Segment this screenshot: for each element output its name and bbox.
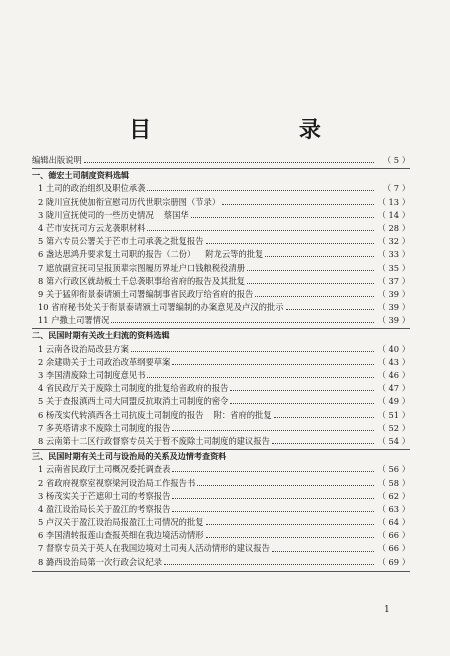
toc-entry[interactable] [32, 262, 410, 275]
toc-entry[interactable] [32, 182, 410, 195]
toc-entry[interactable] [32, 314, 410, 327]
toc-entry[interactable] [32, 435, 410, 448]
toc-entry-title: 8 云南第十二区行政督察专员关于暂不废除土司制度的建议报告 [38, 435, 270, 446]
toc-entry-page: （ 35 ） [377, 262, 410, 273]
toc-entry-title: 6 李国清转报莲山查报英细在我边境活动情形 [38, 530, 204, 541]
toc-entry[interactable] [32, 529, 410, 542]
toc-entry-title: 2 陇川宣抚使加衔宣慰司历代世职宗册图（节录） [38, 196, 221, 207]
toc-entry-page: （ 46 ） [377, 370, 410, 380]
toc-entry-title: 6 盏达思鸿升要求复土司职的报告（二份） [38, 249, 196, 260]
leader-dots [286, 309, 374, 310]
toc-entry-page: （ 66 ） [377, 543, 410, 554]
toc-entry[interactable] [32, 235, 410, 248]
toc-section-heading [32, 449, 410, 463]
section-heading-text: 一、德宏土司制度资料选辑 [32, 170, 130, 181]
toc-entry-title: 4 芒市安抚司方云龙袭职材料 [38, 222, 146, 233]
toc-entry[interactable] [32, 209, 410, 222]
toc-entry-title: 6 杨茂实代转滇西各土司抗废土司制度的报告 [38, 409, 204, 420]
toc-entry[interactable] [32, 503, 410, 516]
toc-entry-page: （ 62 ） [377, 490, 410, 501]
leader-dots [191, 217, 374, 218]
toc-entry-title: 5 第六专员公署关于芒市土司承袭之批复报告 [38, 236, 204, 247]
toc-entry[interactable] [32, 542, 410, 555]
page-number: 1 [384, 605, 390, 615]
toc-entry-page: （ 33 ） [377, 249, 410, 260]
leader-dots [84, 162, 374, 163]
toc-entry-title: 5 卢汉关于盈江设治局报盈江土司情况的批复 [38, 517, 204, 528]
toc-entry[interactable] [32, 356, 410, 369]
toc-entry-title: 5 关于查报滇西土司大同盟反抗取消土司制度的密令 [38, 396, 229, 407]
leader-dots [172, 498, 374, 499]
toc-entry-page: （ 69 ） [377, 556, 410, 567]
toc-entry-page: （ 52 ） [377, 422, 410, 433]
leader-dots [164, 564, 374, 565]
toc-preface[interactable] [32, 154, 410, 167]
toc-entry-title: 1 云南各设治局改县方案 [38, 343, 129, 354]
toc-entry[interactable] [32, 463, 410, 476]
toc-section-heading [32, 168, 410, 182]
leader-dots [111, 322, 374, 323]
toc-entry-title: 7 督察专员关于英人在我国边境对土司夷人活动情形的建议报告 [38, 543, 270, 554]
leader-dots [206, 537, 374, 538]
toc-entry-title: 2 余建勋关于土司政治改革纲要草案 [38, 356, 171, 367]
toc-entry-page: （ 39 ） [377, 288, 410, 299]
leader-dots [247, 283, 374, 284]
toc-entry-title: 1 云南省民政厅土司概况委托调查表 [38, 464, 171, 475]
toc-entry[interactable] [32, 248, 410, 261]
toc-entry-page: （ 54 ） [377, 435, 410, 446]
toc-entry-title: 2 省政府视察室视察梁河设治局工作报告书 [38, 477, 196, 488]
toc-entry-page: （ 63 ） [377, 503, 410, 514]
toc-entry[interactable] [32, 301, 410, 314]
leader-dots [172, 364, 374, 365]
leader-dots [206, 524, 374, 525]
toc-entry-title: 10 省府秘书处关于衔景泰请颁土司署编制的办案意见及卢汉的批示 [38, 302, 284, 313]
toc-entry[interactable] [32, 343, 410, 356]
toc-entry-title: 8 第六行政区就劫板土千总袭职事给省府的报告及其批复 [38, 275, 246, 286]
toc-entry-note: 蔡国华 [163, 209, 189, 220]
toc-entry[interactable] [32, 477, 410, 490]
toc-entry-title: 3 陇川宣抚使司的一些历史情况 [38, 209, 154, 220]
leader-dots [172, 511, 374, 512]
toc-entry-title: 9 关于猛卯衔景泰请颁土司署编制事省民政厅给省府的报告 [38, 288, 254, 299]
toc-entry-title: 11 户撒土司署情况 [38, 315, 110, 326]
leader-dots [230, 390, 374, 391]
toc-entry-page: （ 32 ） [377, 236, 410, 247]
toc-entry-page: （ 43 ） [377, 356, 410, 367]
toc-entry-page: （ 39 ） [377, 315, 410, 326]
toc-entry[interactable] [32, 196, 410, 209]
toc-entry-title: 1 土司的政治组织及职位承袭 [38, 183, 146, 194]
toc-entry-page: （ 7 ） [382, 183, 410, 194]
toc-entry-page: （ 66 ） [377, 530, 410, 541]
toc-entry[interactable] [32, 369, 410, 382]
toc-entry-page: （ 47 ） [377, 383, 410, 394]
leader-dots [147, 230, 374, 231]
leader-dots [222, 204, 374, 205]
leader-dots [255, 296, 374, 297]
toc-entry[interactable] [32, 382, 410, 395]
toc-entry-title: 7 多英塔请求不废除土司制度的报告 [38, 422, 171, 433]
leader-dots [274, 417, 374, 418]
toc-entry[interactable] [32, 422, 410, 435]
toc-entry-note: 附：省府的批复 [213, 409, 272, 420]
toc-entry[interactable] [32, 222, 410, 235]
leader-dots [247, 270, 374, 271]
toc-entry[interactable] [32, 288, 410, 301]
toc-entry[interactable] [32, 490, 410, 503]
divider [32, 571, 410, 572]
leader-dots [147, 377, 374, 378]
leader-dots [172, 471, 374, 472]
section-heading-text: 三、民国时期有关土司与设治局的关系及边情考查资料 [32, 451, 227, 462]
toc-entry-title: 8 潞西设治局第一次行政会议纪录 [38, 556, 163, 567]
toc-section-heading [32, 328, 410, 342]
toc-entry[interactable] [32, 395, 410, 408]
toc-entry[interactable] [32, 409, 410, 422]
leader-dots [206, 243, 374, 244]
toc-entry-page: （ 28 ） [377, 222, 410, 233]
toc-entry-title: 4 省民政厅关于废除土司制度的批复给省政府的报告 [38, 383, 229, 394]
leader-dots [131, 351, 374, 352]
toc-entry-title: 3 李国清废除土司制度意见书 [38, 370, 146, 380]
toc-entry-page: （ 39 ） [377, 302, 410, 313]
toc-entry[interactable] [32, 275, 410, 288]
toc-entry-page: （ 37 ） [377, 275, 410, 286]
toc-entry-page: （ 64 ） [377, 517, 410, 528]
toc-entry-page: （ 51 ） [377, 409, 410, 420]
toc-entry-title: 3 杨茂实关于芒遮卯土司的考察报告 [38, 490, 171, 501]
toc-entry-page: （ 49 ） [377, 396, 410, 407]
section-heading-text: 二、民国时期有关改土归流的资料选辑 [32, 330, 170, 341]
toc-entry-page: （ 58 ） [377, 477, 410, 488]
toc-entry-note: 附龙云等的批复 [205, 249, 264, 260]
toc-entry-page: （ 14 ） [377, 209, 410, 220]
toc-entry[interactable] [32, 516, 410, 529]
toc-preface-page: （ 5 ） [382, 155, 410, 165]
leader-dots [197, 485, 374, 486]
leader-dots [272, 443, 374, 444]
toc-entry-page: （ 56 ） [377, 464, 410, 475]
leader-dots [272, 551, 374, 552]
page-title: 目 录 [129, 118, 391, 143]
toc-entry-title: 7 遮放副宣抚司呈报顶辈宗图履历界址户口钱粮税役清册 [38, 262, 246, 273]
leader-dots [147, 190, 374, 191]
leader-dots [230, 403, 374, 404]
table-of-contents [32, 154, 410, 572]
toc-entry-title: 4 盈江设治局长关于盈江的考察报告 [38, 503, 171, 514]
toc-entry-page: （ 40 ） [377, 343, 410, 354]
toc-preface-text: 编辑出版说明 [32, 155, 82, 165]
leader-dots [265, 256, 374, 257]
toc-entry[interactable] [32, 556, 410, 569]
toc-entry-page: （ 13 ） [377, 196, 410, 207]
leader-dots [172, 430, 374, 431]
